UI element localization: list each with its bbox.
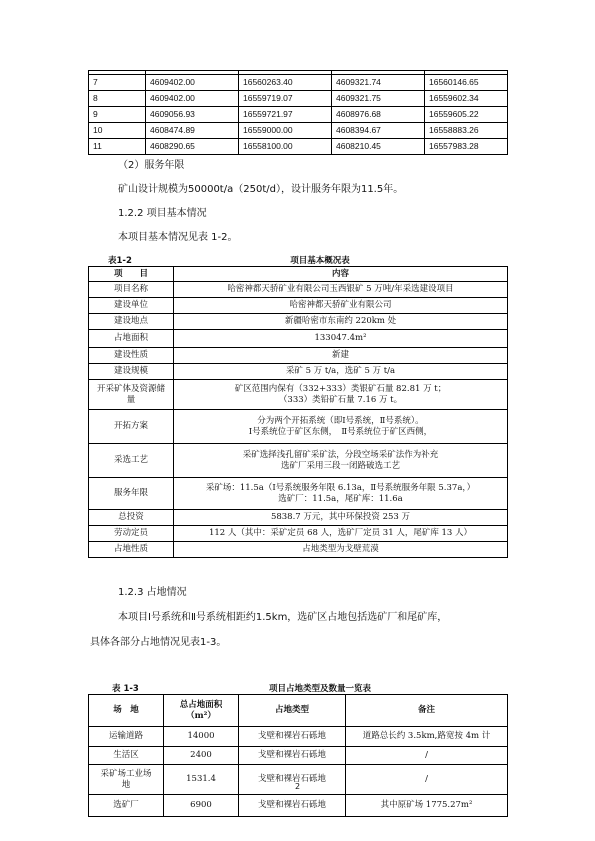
cell: / (346, 765, 508, 795)
header-cell: 总占地面积（m²） (164, 695, 239, 727)
cell: 4608394.67 (332, 123, 425, 139)
page-number: 2 (294, 782, 301, 791)
cell: 4608976.68 (332, 107, 425, 123)
coordinate-table (88, 70, 508, 155)
table-row (89, 478, 508, 510)
row-key: 占地性质 (89, 542, 174, 558)
cell: / (346, 747, 508, 765)
cell: 4609402.00 (146, 91, 239, 107)
cell: 1531.4 (164, 765, 239, 795)
cell: 4608290.65 (146, 139, 239, 155)
row-value: 新疆哈密市东南约 220km 处 (174, 314, 508, 330)
row-value (174, 380, 508, 410)
cell: 戈壁和裸岩石砾地 (239, 747, 346, 765)
cell: 11 (89, 139, 146, 155)
cell: 16559605.22 (425, 107, 508, 123)
table-row (89, 364, 508, 380)
row-value-line: 采矿选择浅孔留矿采矿法，分段空场采矿法作为补充 (242, 449, 439, 460)
cell: 4609402.00 (146, 75, 239, 91)
row-value: 133047.4m² (174, 330, 508, 348)
cell: 戈壁和裸岩石砾地 (239, 795, 346, 817)
row-value: 新建 (174, 348, 508, 364)
row-key: 采选工艺 (89, 444, 174, 478)
land-body-line-1: 本项目Ⅰ号系统和Ⅱ号系统相距约1.5km，选矿区占地包括选矿厂和尾矿库， (118, 612, 448, 623)
row-key: 占地面积 (89, 330, 174, 348)
cell: 戈壁和裸岩石砾地 (239, 765, 346, 795)
cell: 4609056.93 (146, 107, 239, 123)
row-value: 采矿 5 万 t/a，选矿 5 万 t/a (174, 364, 508, 380)
cell: 生活区 (89, 747, 164, 765)
cell: 4608210.45 (332, 139, 425, 155)
service-body: 矿山设计规模为50000t/a（250t/d），设计服务年限为11.5年。 (118, 184, 404, 195)
table-row (89, 526, 508, 542)
table-row (89, 542, 508, 558)
header-cell: 内容 (174, 267, 508, 282)
row-value-line: Ⅰ号系统位于矿区东侧， Ⅱ号系统位于矿区西侧， (248, 426, 433, 437)
cell: 16560146.65 (425, 75, 508, 91)
cell: 4609321.75 (332, 91, 425, 107)
table-row (89, 795, 508, 817)
row-key: 总投资 (89, 510, 174, 526)
table-header-row (89, 695, 508, 727)
table-header-row (89, 267, 508, 282)
cell: 其中原矿场 1775.27m² (346, 795, 508, 817)
row-value-line: 采矿场：11.5a（Ⅰ号系统服务年限 6.13a，Ⅱ号系统服务年限 5.37a，） (205, 482, 476, 493)
service-heading: （2）服务年限 (118, 160, 185, 171)
table-row (89, 107, 508, 123)
row-value: 占地类型为戈壁荒漠 (174, 542, 508, 558)
cell: 16557983.28 (425, 139, 508, 155)
row-value: 哈密神都天骄矿业有限公司 (174, 298, 508, 314)
header-cell: 占地类型 (239, 695, 346, 727)
row-key: 服务年限 (89, 478, 174, 510)
table-row (89, 410, 508, 444)
table-row (89, 298, 508, 314)
table-row (89, 727, 508, 747)
table-caption-number: 表 1-3 (112, 684, 139, 694)
cell: 道路总长约 3.5km,路宽按 4m 计 (346, 727, 508, 747)
table-row (89, 444, 508, 478)
row-value: 112 人（其中：采矿定员 68 人，选矿厂定员 31 人，尾矿库 13 人） (174, 526, 508, 542)
cell: 6900 (164, 795, 239, 817)
cell: 10 (89, 123, 146, 139)
row-value: 5838.7 万元，其中环保投资 253 万 (174, 510, 508, 526)
table-row (89, 314, 508, 330)
row-key: 建设地点 (89, 314, 174, 330)
table-row (89, 75, 508, 91)
row-key: 项目名称 (89, 282, 174, 298)
cell: 16560263.40 (239, 75, 332, 91)
cell: 采矿场工业场地 (89, 765, 164, 795)
see-table-12: 本项目基本情况见表 1-2。 (118, 232, 238, 243)
cell: 9 (89, 107, 146, 123)
cell: 16558100.00 (239, 139, 332, 155)
section-heading-123: 1.2.3 占地情况 (118, 587, 187, 598)
table-row (89, 282, 508, 298)
row-value: 哈密神都天骄矿业有限公司玉西银矿 5 万吨/年采选建设项目 (174, 282, 508, 298)
cell: 2400 (164, 747, 239, 765)
cell: 选矿厂 (89, 795, 164, 817)
row-key: 劳动定员 (89, 526, 174, 542)
row-value-line: 分为两个开拓系统（即Ⅰ号系统，Ⅱ号系统）。 (257, 415, 424, 426)
cell: 运输道路 (89, 727, 164, 747)
table-caption-title: 项目基本概况表 (290, 256, 350, 266)
row-value (174, 478, 508, 510)
cell: 戈壁和裸岩石砾地 (239, 727, 346, 747)
table-caption-number: 表1-2 (108, 256, 132, 266)
table-row (89, 348, 508, 364)
table-row (89, 510, 508, 526)
row-key: 建设规模 (89, 364, 174, 380)
land-body-line-2: 具体各部分占地情况见表1-3。 (90, 637, 227, 648)
header-cell: 备注 (346, 695, 508, 727)
cell: 16558883.26 (425, 123, 508, 139)
row-value (174, 410, 508, 444)
row-value-line: 选矿厂采用三段一闭路破选工艺 (280, 460, 400, 471)
cell: 16559000.00 (239, 123, 332, 139)
cell: 16559721.97 (239, 107, 332, 123)
header-cell: 场 地 (89, 695, 164, 727)
cell: 7 (89, 75, 146, 91)
cell: 4609321.74 (332, 75, 425, 91)
table-row (89, 747, 508, 765)
row-value-line: （333）类铅矿石量 7.16 万 t。 (278, 394, 403, 405)
table-row (89, 330, 508, 348)
row-value-line: 矿区范围内保有（332+333）类银矿石量 82.81 万 t； (234, 383, 447, 394)
row-key: 开采矿体及资源储量 (89, 380, 174, 410)
table-row (89, 91, 508, 107)
row-value-line: 选矿厂：11.5a，尾矿库：11.6a (278, 493, 403, 504)
cell: 8 (89, 91, 146, 107)
table-row (89, 123, 508, 139)
row-key: 开拓方案 (89, 410, 174, 444)
row-key: 建设单位 (89, 298, 174, 314)
cell: 16559719.07 (239, 91, 332, 107)
land-use-table (88, 694, 508, 817)
row-key: 建设性质 (89, 348, 174, 364)
header-cell: 项 目 (89, 267, 174, 282)
cell: 4608474.89 (146, 123, 239, 139)
row-value (174, 444, 508, 478)
table-caption-title: 项目占地类型及数量一览表 (268, 684, 371, 694)
table-row (89, 139, 508, 155)
project-overview-table (88, 266, 508, 558)
section-heading-122: 1.2.2 项目基本情况 (118, 208, 207, 219)
cell: 16559602.34 (425, 91, 508, 107)
table-row (89, 380, 508, 410)
cell: 14000 (164, 727, 239, 747)
